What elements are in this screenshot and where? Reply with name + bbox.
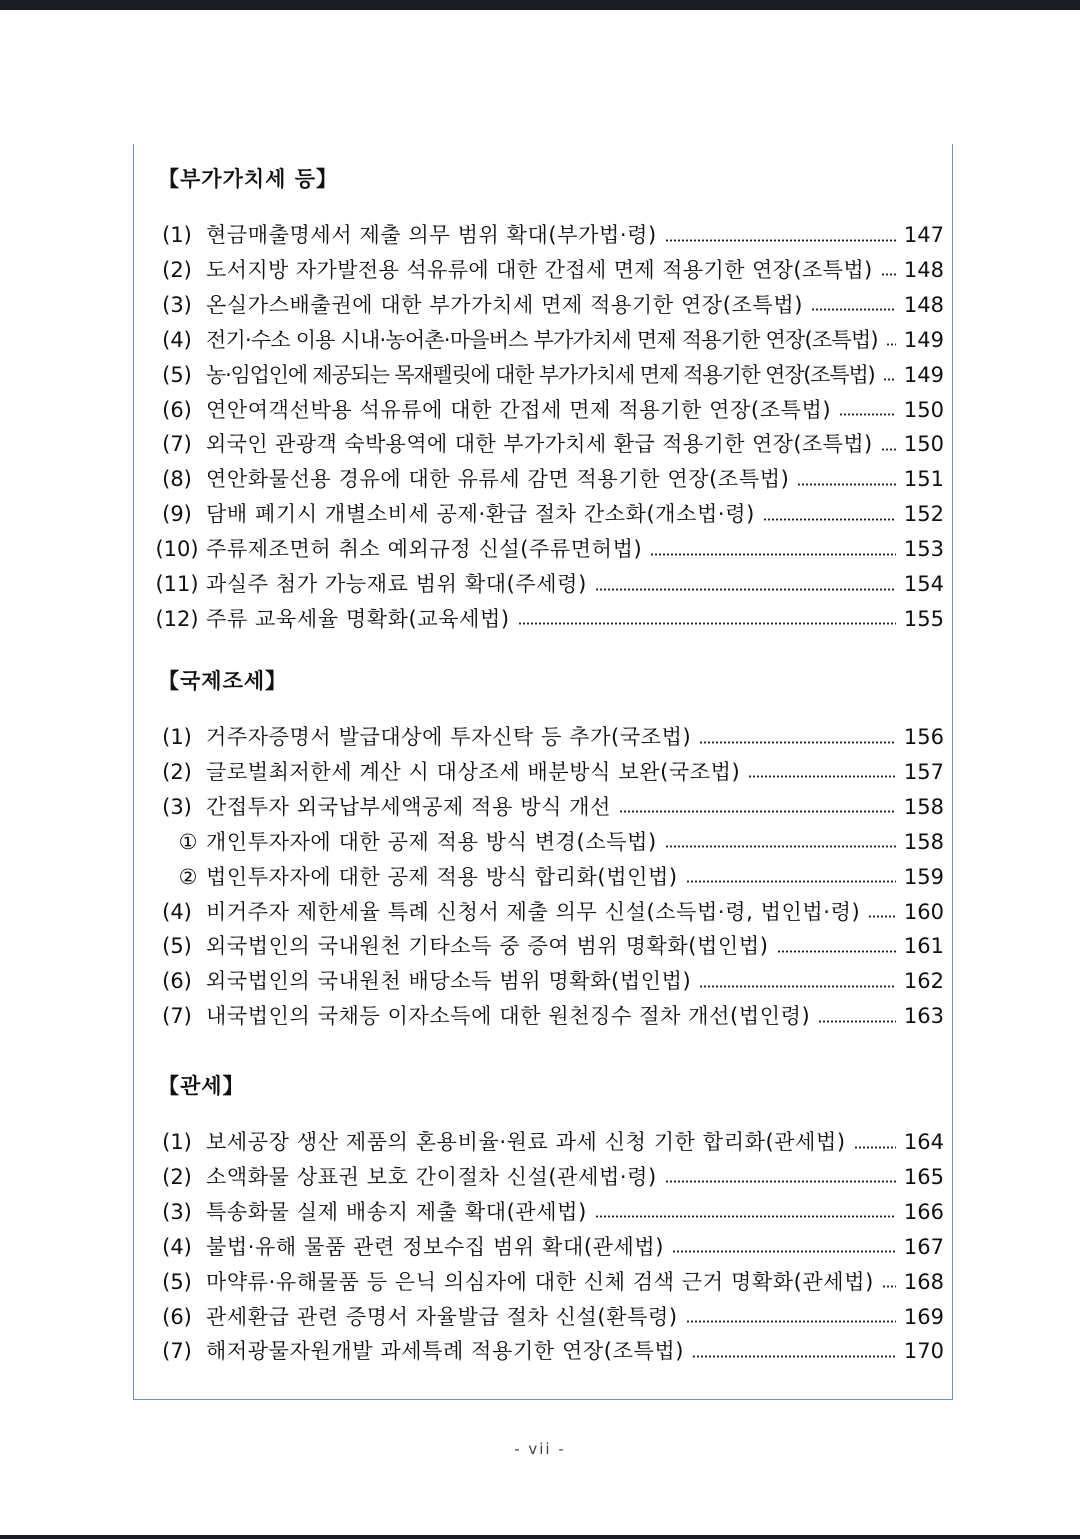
toc-entry[interactable]	[148, 394, 944, 426]
entry-number: (7)	[162, 1339, 192, 1364]
dot-leader	[699, 985, 896, 988]
toc-entry[interactable]	[148, 1266, 944, 1298]
entry-title: 비거주자 제한세율 특례 신청서 제출 의무 신설(소득법·령, 법인법·령)	[206, 899, 861, 924]
dot-leader	[748, 775, 896, 778]
entry-title: 내국법인의 국채등 이자소득에 대한 원천징수 절차 개선(법인령)	[206, 1004, 811, 1029]
entry-page-number: 158	[903, 794, 944, 819]
dot-leader	[692, 1355, 896, 1358]
toc-entry[interactable]	[148, 463, 944, 495]
entry-title: 주류 교육세율 명확화(교육세법)	[206, 606, 510, 631]
toc-entry[interactable]	[148, 756, 944, 788]
entry-number: (2)	[162, 1164, 192, 1189]
dot-leader	[619, 810, 896, 813]
entry-number: (3)	[162, 292, 192, 317]
toc-entry[interactable]	[148, 219, 944, 251]
entry-number: (7)	[162, 1004, 192, 1029]
toc-entry[interactable]	[148, 568, 944, 600]
entry-number: (8)	[162, 467, 192, 492]
dot-leader	[883, 378, 896, 381]
entry-page-number: 158	[903, 829, 944, 854]
entry-number: (5)	[162, 362, 192, 387]
entry-page-number: 170	[903, 1339, 944, 1364]
toc-entry[interactable]	[148, 930, 944, 962]
entry-title: 주류제조면허 취소 예외규정 신설(주류면허법)	[206, 537, 643, 562]
entry-number: (7)	[162, 432, 192, 457]
dot-leader	[763, 518, 896, 521]
dot-leader	[882, 1285, 896, 1288]
entry-page-number: 167	[903, 1234, 944, 1259]
entry-title: 보세공장 생산 제품의 혼용비율·원료 과세 신청 기한 합리화(관세법)	[206, 1130, 846, 1154]
toc-entry[interactable]	[148, 1196, 944, 1228]
entry-number: (11)	[155, 572, 199, 596]
entry-page-number: 162	[903, 969, 944, 994]
entry-subnumber: ②	[178, 864, 198, 889]
toc-entry[interactable]	[148, 896, 944, 928]
dot-leader	[518, 622, 896, 625]
entry-number: (1)	[162, 223, 192, 247]
entry-number	[148, 861, 206, 893]
entry-page-number: 154	[903, 572, 944, 596]
dot-leader	[665, 1180, 896, 1183]
entry-page-number: 165	[903, 1164, 944, 1189]
entry-number: (6)	[162, 969, 192, 994]
toc-entry[interactable]	[148, 1126, 944, 1158]
entry-page-number: 151	[903, 467, 944, 492]
entry-page-number: 150	[903, 397, 944, 422]
toc-entry[interactable]	[148, 533, 944, 565]
toc-entry[interactable]	[148, 1335, 944, 1367]
entry-page-number: 153	[903, 537, 944, 562]
entry-title: 특송화물 실제 배송지 제출 확대(관세법)	[206, 1199, 587, 1224]
entry-title: 연안화물선용 경유에 대한 유류세 감면 적용기한 연장(조특법)	[206, 467, 790, 492]
entry-number: (2)	[162, 759, 192, 784]
section-heading: 【부가가치세 등】	[158, 167, 339, 191]
entry-number: (12)	[155, 606, 199, 631]
dot-leader	[811, 308, 896, 311]
entry-number: (1)	[162, 725, 192, 749]
entry-title: 온실가스배출권에 대한 부가가치세 면제 적용기한 연장(조특법)	[206, 292, 803, 317]
dot-leader	[868, 915, 896, 918]
dot-leader	[797, 483, 896, 486]
entry-title: 전기·수소 이용 시내·농어촌·마을버스 부가가치세 면제 적용기한 연장(조특법)	[206, 327, 878, 352]
entry-page-number: 156	[903, 725, 944, 749]
entry-page-number: 155	[903, 606, 944, 631]
entry-page-number: 147	[903, 223, 944, 247]
entry-title: 글로벌최저한세 계산 시 대상조세 배분방식 보완(국조법)	[206, 759, 741, 784]
entry-title: 외국인 관광객 숙박용역에 대한 부가가치세 환급 적용기한 연장(조특법)	[206, 432, 873, 457]
toc-entry[interactable]	[148, 428, 944, 460]
entry-number: (4)	[162, 899, 192, 924]
entry-number: (3)	[162, 1199, 192, 1224]
toc-entry[interactable]	[148, 861, 944, 893]
entry-title: 마약류·유해물품 등 은닉 의심자에 대한 신체 검색 근거 명확화(관세법)	[206, 1269, 874, 1294]
entry-title: 법인투자자에 대한 공제 적용 방식 합리화(법인법)	[206, 864, 678, 889]
dot-leader	[699, 741, 896, 744]
entry-page-number: 163	[903, 1004, 944, 1029]
section-heading: 【관세】	[158, 1074, 245, 1098]
toc-entry[interactable]	[148, 359, 944, 391]
entry-title: 외국법인의 국내원천 기타소득 중 증여 범위 명확화(법인법)	[206, 934, 769, 959]
dot-leader	[665, 845, 896, 848]
dot-leader	[650, 553, 896, 556]
entry-title: 담배 폐기시 개별소비세 공제·환급 절차 간소화(개소법·령)	[206, 502, 755, 527]
dot-leader	[595, 1215, 896, 1218]
dot-leader	[672, 1250, 896, 1253]
entry-title: 개인투자자에 대한 공제 적용 방식 변경(소득법)	[206, 829, 657, 854]
entry-page-number: 157	[903, 759, 944, 784]
toc-entry[interactable]	[148, 721, 944, 753]
dot-leader	[595, 588, 896, 591]
toc-entry[interactable]	[148, 791, 944, 823]
entry-title: 연안여객선박용 석유류에 대한 간접세 면제 적용기한 연장(조특법)	[206, 397, 832, 422]
dot-leader	[839, 413, 896, 416]
entry-number: (10)	[155, 537, 199, 562]
entry-page-number: 159	[903, 864, 944, 889]
toc-entry[interactable]	[148, 254, 944, 286]
entry-page-number: 164	[903, 1130, 944, 1154]
entry-number	[148, 826, 206, 858]
entry-title: 관세환급 관련 증명서 자율발급 절차 신설(환특령)	[206, 1304, 678, 1329]
entry-page-number: 150	[903, 432, 944, 457]
toc-entry[interactable]	[148, 1161, 944, 1193]
entry-title: 과실주 첨가 가능재료 범위 확대(주세령)	[206, 572, 587, 596]
entry-page-number: 148	[903, 257, 944, 282]
entry-page-number: 149	[903, 362, 944, 387]
entry-title: 현금매출명세서 제출 의무 범위 확대(부가법·령)	[206, 223, 657, 247]
entry-page-number: 169	[903, 1304, 944, 1329]
top-bar	[0, 0, 1080, 10]
toc-entry[interactable]	[148, 498, 944, 530]
entry-number: (3)	[162, 794, 192, 819]
entry-number: (6)	[162, 397, 192, 422]
toc-entry[interactable]	[148, 965, 944, 997]
toc-entry[interactable]	[148, 826, 944, 858]
entry-title: 불법·유해 물품 관련 정보수집 범위 확대(관세법)	[206, 1234, 665, 1259]
dot-leader	[818, 1020, 896, 1023]
entry-title: 거주자증명서 발급대상에 투자신탁 등 추가(국조법)	[206, 725, 692, 749]
entry-page-number: 148	[903, 292, 944, 317]
entry-number: (2)	[162, 257, 192, 282]
section-heading: 【국제조세】	[158, 669, 288, 693]
entry-number: (6)	[162, 1304, 192, 1329]
entry-number: (5)	[162, 934, 192, 959]
entry-title: 도서지방 자가발전용 석유류에 대한 간접세 면제 적용기한 연장(조특법)	[206, 257, 873, 282]
entry-page-number: 166	[903, 1199, 944, 1224]
dot-leader	[665, 239, 896, 242]
entry-number: (1)	[162, 1130, 192, 1154]
entry-number: (5)	[162, 1269, 192, 1294]
entry-title: 외국법인의 국내원천 배당소득 범위 명확화(법인법)	[206, 969, 692, 994]
entry-subnumber: ①	[178, 829, 198, 854]
dot-leader	[881, 448, 896, 451]
dot-leader	[881, 273, 896, 276]
dot-leader	[686, 1320, 896, 1323]
page-number: - vii -	[514, 1440, 566, 1458]
toc-entry[interactable]	[148, 1301, 944, 1333]
entry-page-number: 149	[903, 327, 944, 352]
entry-title: 소액화물 상표권 보호 간이절차 신설(관세법·령)	[206, 1164, 657, 1189]
entry-page-number: 152	[903, 502, 944, 527]
dot-leader	[854, 1146, 896, 1149]
entry-number: (4)	[162, 327, 192, 352]
toc-entry[interactable]	[148, 1000, 944, 1032]
toc-entry[interactable]	[148, 1231, 944, 1263]
bottom-bar	[0, 1535, 1080, 1539]
toc-entry[interactable]	[148, 289, 944, 321]
entry-number: (4)	[162, 1234, 192, 1259]
entry-number: (9)	[162, 502, 192, 527]
entry-page-number: 160	[903, 899, 944, 924]
entry-page-number: 168	[903, 1269, 944, 1294]
dot-leader	[777, 950, 897, 953]
entry-title: 간접투자 외국납부세액공제 적용 방식 개선	[206, 794, 612, 819]
dot-leader	[686, 880, 896, 883]
toc-entry[interactable]	[148, 324, 944, 356]
dot-leader	[886, 343, 896, 346]
entry-title: 농·임업인에 제공되는 목재펠릿에 대한 부가가치세 면제 적용기한 연장(조특법)	[206, 362, 875, 387]
entry-title: 해저광물자원개발 과세특례 적용기한 연장(조특법)	[206, 1339, 685, 1364]
toc-entry[interactable]	[148, 603, 944, 635]
entry-page-number: 161	[903, 934, 944, 959]
